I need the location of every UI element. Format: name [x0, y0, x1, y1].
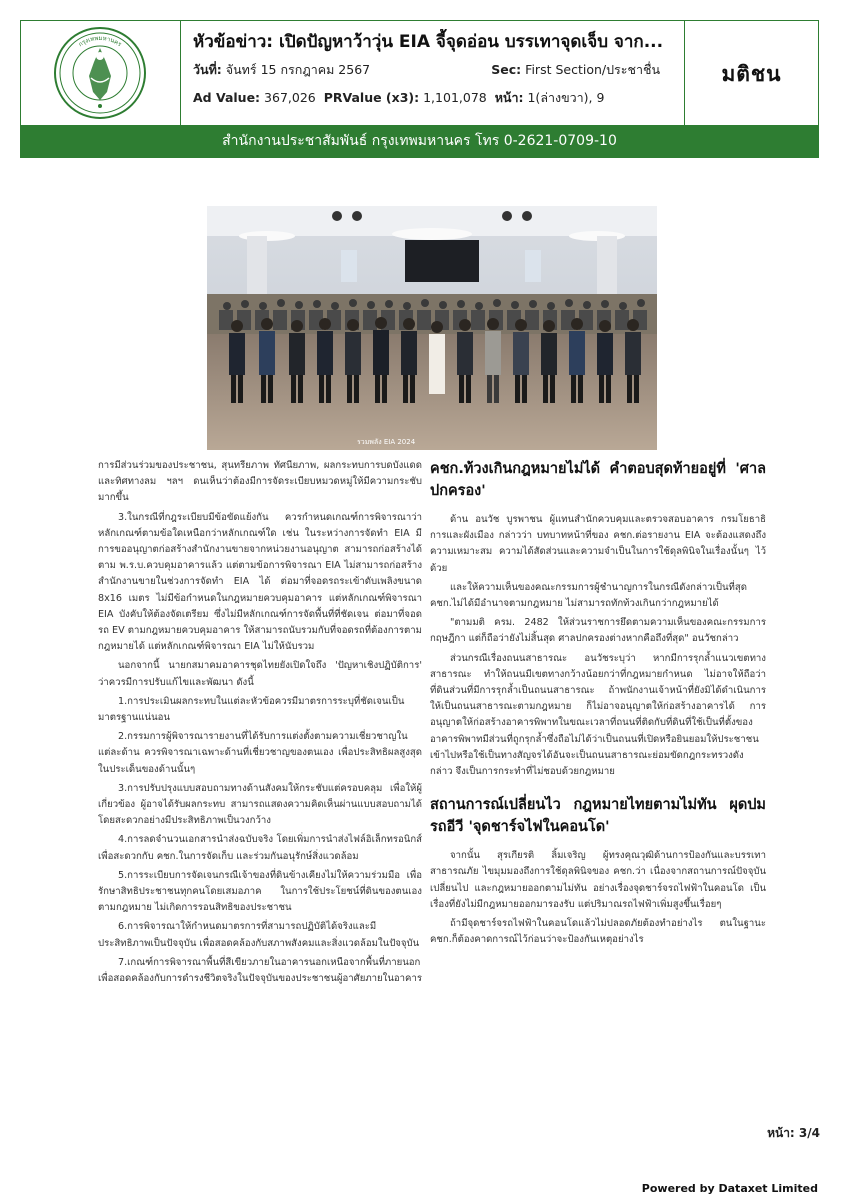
publication-cell — [685, 21, 818, 127]
left-list-item: 2.กรรมการผู้พิจารณารายงานที่ได้รับการแต่งตั้งตามความเชี่ยวชาญในแต่ละด้าน ควรพิจารณาเฉพาะด้านที่เชี่ยวชาญของตนเอง เพื่อประสิทธิผลสูงสุดในประเด็นของด้านนั้นๆ — [98, 731, 422, 775]
right-paragraph: ถ้ามีจุดชาร์จรถไฟฟ้าในคอนโดแล้วไม่ปลอดภัยต้องทำอย่างไร ตนในฐานะ คชก.ก็ต้องคาดการณ์ไว้ก่อนว่าจะป้องกันเหตุอย่างไร — [430, 918, 766, 946]
footer-credit: Powered by Dataxet Limited — [641, 1182, 818, 1195]
right-paragraph: ด้าน อนวัช บูรพาชน ผู้แทนสำนักควบคุมและตรวจสอบอาคาร กรมโยธาธิการและผังเมือง กล่าวว่า บทบาทหน้าที่ของ คชก.ต่อรายงาน EIA จะต้องแสดงถึงความเหมาะสม ความได้สัดส่วนและความจำเป็นในการใช้ดุลพินิจในเรื่องนั้นๆ ไว้ด้วย — [430, 514, 766, 574]
clipping-header — [20, 20, 819, 158]
left-list-item: 4.การลดจำนวนเอกสารนำส่งฉบับจริง โดยเพิ่มการนำส่งไฟล์อิเล็กทรอนิกส์ เพื่อสะดวกกับ คชก.ในการจัดเก็บ และร่วมกันอนุรักษ์สิ่งแวดล้อม — [98, 834, 422, 862]
left-list-item: 5.การระเบียบการจัดเจนกรณีเจ้าของที่ดินข้างเคียงไม่ให้ความร่วมมือ เพื่อรักษาสิทธิประชาชนทุกคนโดยเสมอภาค ในการใช้ประโยชน์ที่ดินของตนเองตามกฎหมาย ไม่เกิดการรอนสิทธิของประชาชน — [98, 869, 422, 914]
section-info — [491, 59, 660, 81]
left-list-item: 3.การปรับปรุงแบบสอบถามทางด้านสังคมให้กระชับแต่ครอบคลุม เพื่อให้ผู้เกี่ยวข้อง ผู้อาจได้รับผลกระทบ สามารถแสดงความคิดเห็นผ่านแบบสอบถามได้โดยสะดวกอย่างมีประสิทธิภาพเป็นวงกว้าง — [98, 782, 422, 827]
subheading-administrative-court: คชก.ท้วงเกินกฎหมายไม่ได้ คำตอบสุดท้ายอยู่ที่ 'ศาลปกครอง' — [430, 461, 766, 499]
pr-value: 1,101,078 — [423, 90, 487, 105]
ad-value: 367,026 — [264, 90, 316, 105]
agency-banner: สำนักงานประชาสัมพันธ์ กรุงเทพมหานคร โทร 0-2621-0709-10 — [21, 125, 818, 157]
date-row — [193, 59, 672, 81]
news-photo — [207, 206, 657, 450]
conference-group-photo — [207, 206, 657, 450]
left-list-item: 1.การประเมินผลกระทบในแต่ละหัวข้อควรมีมาตรการระบุที่ชัดเจนเป็นมาตรฐานแน่นอน — [98, 695, 405, 724]
left-list-item: 6.การพิจารณาให้กำหนดมาตรการที่สามารถปฏิบัติได้จริงและมีประสิทธิภาพเป็นปัจจุบัน เพื่อสอดคล้องกับสภาพสังคมและสิ่งแวดล้อมในปัจจุบัน — [98, 921, 420, 949]
left-paragraph: การมีส่วนร่วมของประชาชน, สุนทรียภาพ ทัศนียภาพ, ผลกระทบการบดบังแดดและทิศทางลม ฯลฯ ดนเห็นว่าต้องมีการจัดระเบียบหมวดหมู่ให้มีความกระชับมากขึ้น — [98, 460, 422, 504]
pr-value-label: PRValue (x3): — [323, 90, 420, 105]
section-value: First Section/ประชาชื่น — [525, 62, 660, 77]
headline-text: เปิดปัญหาว้าวุ่น EIA จี้จุดอ่อน บรรเทาจุดเจ็บ จาก... — [279, 32, 664, 52]
page-number: หน้า: 3/4 — [767, 1126, 820, 1140]
seal-text: กรุงเทพมหานคร — [77, 34, 123, 49]
date-value: จันทร์ 15 กรกฎาคม 2567 — [225, 62, 371, 77]
right-paragraph: และให้ความเห็นของคณะกรรมการผู้ชำนาญการในกรณีดังกล่าวเป็นที่สุด คชก.ไม่ได้มีอำนาจตามกฎหมาย ไม่สามารถทักท้วงเกินกว่ากฎหมายได้ — [430, 581, 747, 610]
photo-backdrop-text: รวมพลัง EIA 2024 — [357, 438, 416, 446]
date-label: วันที่: — [193, 62, 222, 77]
ad-value-label: Ad Value: — [193, 90, 261, 105]
article-left-column — [98, 458, 422, 990]
headline-label: หัวข้อข่าว: — [193, 32, 274, 52]
section-label: Sec: — [491, 62, 522, 77]
article-right-column — [430, 458, 766, 951]
left-paragraph: 3.ในกรณีที่กฎระเบียบมีข้อขัดแย้งกัน ควรกำหนดเกณฑ์การพิจารณาว่าหลักเกณฑ์ตามข้อใดเหนือกว่าหลักเกณฑ์ใด เช่น ในระหว่างการจัดทำ EIA มีการขออนุญาตก่อสร้างสำนักงานขายจากหน่วยงานอนุญาต สามารถก่อสร้างได้ตาม พ.ร.บ.ควบคุมอาคารแล้ว แต่ตามข้อการพิจารณา EIA ไม่สามารถก่อสร้างสำนักงานขายในช่วงการจัดทำ EIA ได้ ต่อมาที่จอดรถระเข้าดับเพลิงขนาด 8x16 เมตร ไม่มีข้อกำหนดในกฎหมายควบคุมอาคาร แต่หลักเกณฑ์พิจารณา EIA บังคับให้ต้องจัดเตรียม ซึ่งไม่มีหลักเกณฑ์การจัดพื้นที่ที่ชัดเจน ต่อมาที่จอดรถ EV ตามกฎหมายควบคุมอาคาร ให้สามารถนับรวมกับที่จอดรถที่ต้องการตามกฎหมายได้ แต่หลักเกณฑ์พิจารณา EIA ไม่ให้นับรวม — [98, 511, 422, 653]
publication-logo: มติชน — [721, 61, 782, 86]
logo-cell — [21, 21, 181, 127]
left-paragraph: นอกจากนี้ นายกสมาคมอาคารชุดไทยยังเปิดใจถึง 'ปัญหาเชิงปฏิบัติการ' ว่าควรมีการปรับแก้ไขและพัฒนา ดังนี้ — [98, 660, 422, 688]
page-value: 1(ล่างขวา), 9 — [527, 90, 605, 105]
headline-row — [193, 29, 672, 55]
left-list-item: 7.เกณฑ์การพิจารณาพื้นที่สีเขียวภายในอาคารนอกเหนือจากพื้นที่ภายนอก เพื่อสอดคล้องกับการดำรงชีวิตจริงในปัจจุบันของประชาชนผู้อาศัยภายในอาคาร — [98, 956, 422, 985]
clipping-info — [181, 21, 685, 127]
right-paragraph: "ตามมติ ครม. 2482 ให้ส่วนราชการยึดตามความเห็นของคณะกรรมการกฤษฎีกา แต่ก็ถือว่ายังไม่สิ้นสุด ศาลปกครองต่างหากคือถึงที่สุด" อนวัชกล่าว — [430, 617, 766, 645]
subheading-ev-charging: สถานการณ์เปลี่ยนไว กฎหมายไทยตามไม่ทัน ผุดปมรถอีวี 'จุดชาร์จไฟในคอนโด' — [430, 797, 766, 836]
values-row — [193, 87, 672, 109]
right-paragraph: ส่วนกรณีเรื่องถนนสาธารณะ อนวัชระบุว่า หากมีการรุกล้ำแนวเขตทางสาธารณะ ทำให้ถนนมีเขตทางกว้างน้อยกว่าที่กฎหมายกำหนด ไม่อาจให้ถือว่าที่ดินส่วนที่มีการรุกล้ำเป็นถนนสาธารณะ ถ้าพนักงานเจ้าหน้าที่ยังมิได้ดำเนินการให้เป็นถนนสาธารณะตามกฎหมาย ก็ไม่อาจอนุญาตให้ก่อสร้างอาคารได้ การอนุญาตให้ก่อสร้างอาคารพิพาทในขณะเวลาที่ถนนที่ติดกับที่ดินที่ใช้เป็นที่ตั้งของอาคารพิพาทมีส่วนที่ถูกรุกล้ำซึ่งถือไม่ได้ว่าเป็นถนนที่เปิดหรือยินยอมให้ประชาชนเข้าไปหรือใช้เป็นทางสัญจรได้อันจะเป็นถนนสาธารณะย่อมขัดกฎกระทรวงดังกล่าว จึงเป็นการกระทำที่ไม่ชอบด้วยกฎหมาย — [430, 652, 766, 778]
right-paragraph: จากนั้น สุรเกียรติ ลิ้มเจริญ ผู้ทรงคุณวุฒิด้านการป้องกันและบรรเทาสาธารณภัย ไขมุมมองถึงการใช้ดุลพินิจของ คชก.ว่า เนื่องจากสถานการณ์ปัจจุบันเปลี่ยนไป และกฎหมายออกตามไม่ทัน อย่างเรื่องจุดชาร์จรถไฟฟ้าในคอนโด เป็นเรื่องที่ยังไม่มีกฎหมายออกมารองรับ แต่ปริมาณรถไฟฟ้าเพิ่มสูงขึ้นเรื่อยๆ — [430, 850, 766, 910]
bma-seal-icon — [53, 26, 147, 120]
page-label: หน้า: — [494, 90, 524, 105]
